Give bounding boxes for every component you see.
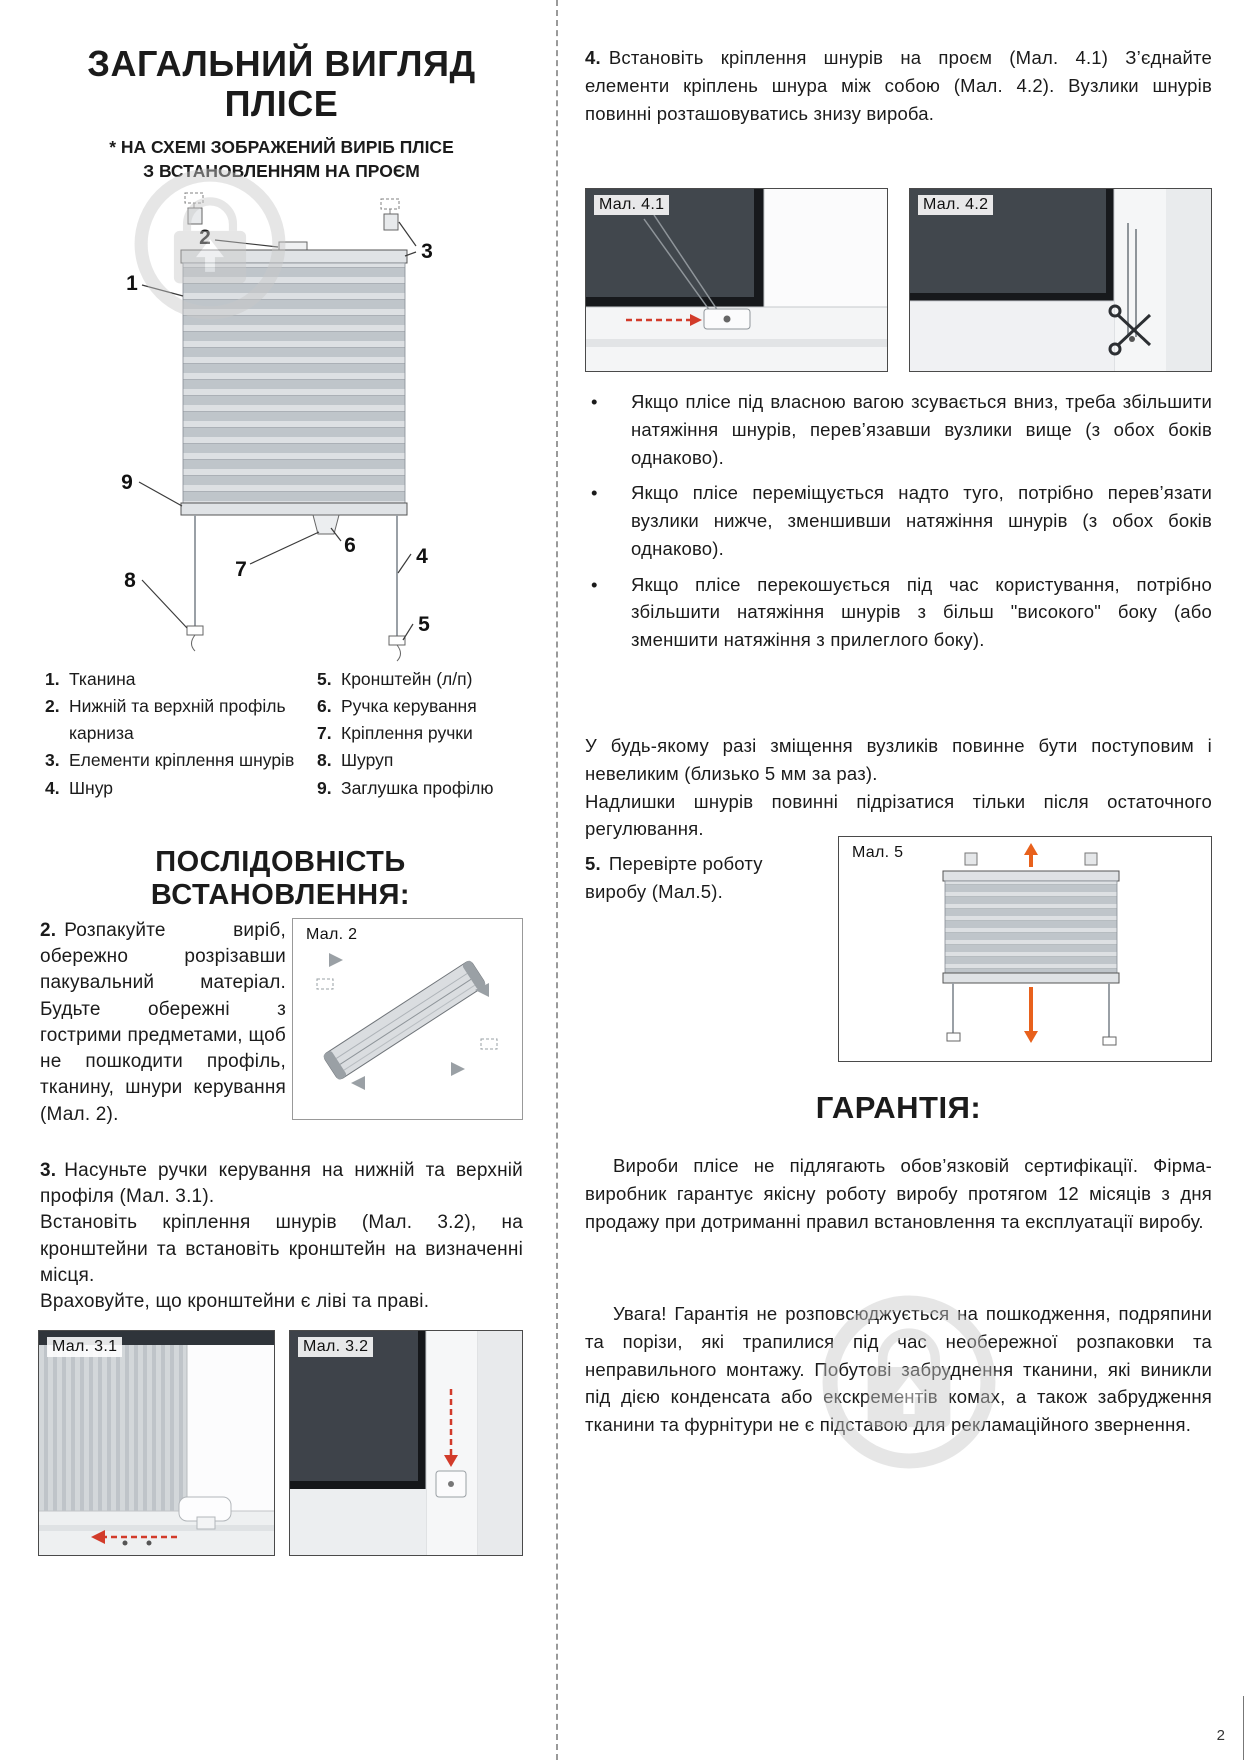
legend-num: 2. — [45, 696, 60, 717]
bullet-text: Якщо плісе під власною вагою зсувається вниз, треба збільшити натяжіння шнурів, перев’язавши вузлики вище (з обох боків однаково). — [631, 391, 1212, 468]
note-paragraph-1: У будь-якому разі зміщення вузликів повинне бути поступовим і невеликим (близько 5 мм за раз). — [585, 735, 1212, 784]
page-title-line1: ЗАГАЛЬНИЙ ВИГЛЯД — [87, 43, 476, 84]
callout-2: 2 — [199, 226, 211, 249]
callout-8: 8 — [124, 569, 136, 592]
figure-4-2 — [909, 188, 1212, 372]
callout-5: 5 — [418, 613, 430, 636]
step-3-line1 — [40, 1158, 523, 1210]
legend-column-2 — [317, 666, 515, 802]
legend-num: 7. — [317, 723, 332, 744]
figure-5-illustration — [839, 837, 1211, 1061]
legend-text: Кріплення ручки — [341, 723, 473, 744]
figure-3-2-label: Мал. 3.2 — [298, 1337, 373, 1357]
figure-4-1-illustration — [586, 189, 887, 371]
legend-item-9 — [317, 775, 515, 802]
legend-text: Шнур — [69, 777, 113, 798]
warranty-paragraph-1: Вироби плісе не підлягають обов’язковій сертифікації. Фірма-виробник гарантує якісну роботу виробу протягом 12 місяців з дня продажу при дотриманні правил встановлення та експлуатації виробу. — [585, 1155, 1212, 1232]
warranty-section-title: ГАРАНТІЯ: — [815, 1090, 982, 1125]
legend-item-6 — [317, 693, 515, 720]
legend-text: Тканина — [69, 669, 136, 689]
step-3-line2: Встановіть кріплення шнурів (Мал. 3.2), на кронштейни та встановіть кронштейн на визначенні місця. — [40, 1212, 523, 1286]
product-overview-diagram — [45, 188, 505, 670]
callout-7: 7 — [235, 558, 247, 581]
figure-2 — [292, 918, 523, 1120]
bullet-marker: • — [591, 482, 598, 504]
diagram-legend — [45, 666, 515, 802]
step-2-paragraph — [40, 918, 286, 1128]
callout-1: 1 — [126, 272, 138, 295]
sequence-section-title: ПОСЛІДОВНІСТЬ ВСТАНОВЛЕННЯ: — [150, 846, 411, 911]
list-item — [585, 479, 1212, 562]
figure-3-1 — [38, 1330, 275, 1556]
legend-num: 3. — [45, 750, 60, 771]
legend-text: Шуруп — [341, 750, 394, 771]
legend-item-4 — [45, 775, 307, 802]
legend-text: Нижній та верхній профіль карниза — [69, 696, 286, 744]
step-5-paragraph — [585, 850, 823, 906]
pleated-blind-illustration — [45, 188, 505, 670]
bullet-marker: • — [591, 573, 598, 595]
figure-4-1-label: Мал. 4.1 — [594, 195, 669, 215]
callout-3: 3 — [421, 240, 433, 263]
legend-item-2 — [45, 693, 307, 747]
step-2-text: Розпакуйте виріб, обережно розрізавши пакувальний матеріал. Будьте обережні з гострими предметами, щоб не пошкодити профіль, тканину, шнури керування (Мал. 2). — [40, 920, 286, 1125]
callout-6: 6 — [344, 534, 356, 557]
legend-item-5 — [317, 666, 515, 693]
figure-4-1 — [585, 188, 888, 372]
legend-item-8 — [317, 747, 515, 774]
legend-text: Ручка керування — [341, 696, 477, 717]
step-3-line3: Враховуйте, що кронштейни є ліві та праві. — [40, 1291, 430, 1313]
step-4-paragraph — [585, 44, 1212, 127]
figure-4-2-label: Мал. 4.2 — [918, 195, 993, 215]
figure-3-2 — [289, 1330, 523, 1556]
page-subtitle-line1: * НА СХЕМІ ЗОБРАЖЕНИЙ ВИРІБ ПЛІСЕ — [109, 137, 454, 157]
figure-4-2-illustration — [910, 189, 1211, 371]
legend-num: 8. — [317, 750, 332, 771]
page-number: 2 — [1216, 1727, 1225, 1744]
column-divider — [556, 0, 558, 1760]
step-3-paragraph — [40, 1158, 523, 1315]
adjustment-bullet-list — [585, 388, 1212, 662]
step-3-text1: Насуньте ручки керування на нижній та верхній профіля (Мал. 3.1). — [40, 1160, 523, 1208]
legend-num: 9. — [317, 777, 332, 798]
bullet-text: Якщо плісе переміщується надто туго, потрібно перев’язати вузлики нижче, зменшивши натяжіння шнурів (з обох боків однаково). — [631, 482, 1212, 559]
step-4-number: 4. — [585, 47, 601, 68]
legend-item-7 — [317, 720, 515, 747]
legend-text: Кронштейн (л/п) — [341, 669, 473, 689]
page-title-line2: ПЛІСЕ — [224, 83, 339, 125]
callout-9: 9 — [121, 471, 133, 494]
list-item — [585, 571, 1212, 654]
figure-5 — [838, 836, 1212, 1062]
step-4-text: Встановіть кріплення шнурів на проєм (Мал. 4.1) З’єднайте елементи кріплень шнура між собою (Мал. 4.2). Вузлики шнурів повинні розташовуватись знизу вироба. — [585, 47, 1212, 124]
bullet-text: Якщо плісе перекошується під час користування, потрібно збільшити натяжіння шнурів з більш "високого" боку (або зменшити натяжіння з прилеглого боку). — [631, 573, 1212, 650]
warranty-paragraph-2: Увага! Гарантія не розповсюджується на пошкодження, подряпини та порізи, які трапилися під час необережної розпаковки та неправильного монтажу. Побутові забруднення тканини, які виникли під дією конденсата або екскрементів комах, а також забрудження тканини та фурнітури не є підставою для рекламаційного звернення. — [585, 1303, 1212, 1435]
figure-2-illustration — [293, 919, 522, 1119]
list-item — [585, 388, 1212, 471]
step-5-number: 5. — [585, 853, 601, 874]
figure-5-label: Мал. 5 — [847, 843, 908, 863]
legend-text: Елементи кріплення шнурів — [69, 750, 295, 771]
legend-column-1 — [45, 666, 307, 802]
legend-num: 6. — [317, 696, 332, 717]
figure-3-1-label: Мал. 3.1 — [47, 1337, 122, 1357]
legend-num: 5. — [317, 669, 332, 689]
page-subtitle — [40, 136, 523, 183]
adjustment-notes — [585, 732, 1212, 843]
bullet-marker: • — [591, 391, 598, 412]
figure-2-label: Мал. 2 — [301, 925, 362, 945]
legend-num: 1. — [45, 669, 60, 689]
page-subtitle-line2: З ВСТАНОВЛЕННЯМ НА ПРОЄМ — [143, 160, 420, 181]
step-3-number: 3. — [40, 1160, 57, 1181]
legend-text: Заглушка профілю — [341, 777, 494, 798]
legend-num: 4. — [45, 777, 60, 798]
legend-item-1 — [45, 666, 307, 693]
legend-item-3 — [45, 747, 307, 774]
step-5-text: Перевірте роботу виробу (Мал.5). — [585, 853, 763, 902]
note-paragraph-2: Надлишки шнурів повинні підрізатися тільки після остаточного регулювання. — [585, 790, 1212, 840]
page-title — [40, 44, 523, 125]
step-2-number: 2. — [40, 920, 57, 941]
page-corner-rule — [1243, 1696, 1244, 1760]
figure-3-2-illustration — [290, 1331, 522, 1555]
figure-3-1-illustration — [39, 1331, 274, 1555]
callout-4: 4 — [416, 545, 428, 568]
